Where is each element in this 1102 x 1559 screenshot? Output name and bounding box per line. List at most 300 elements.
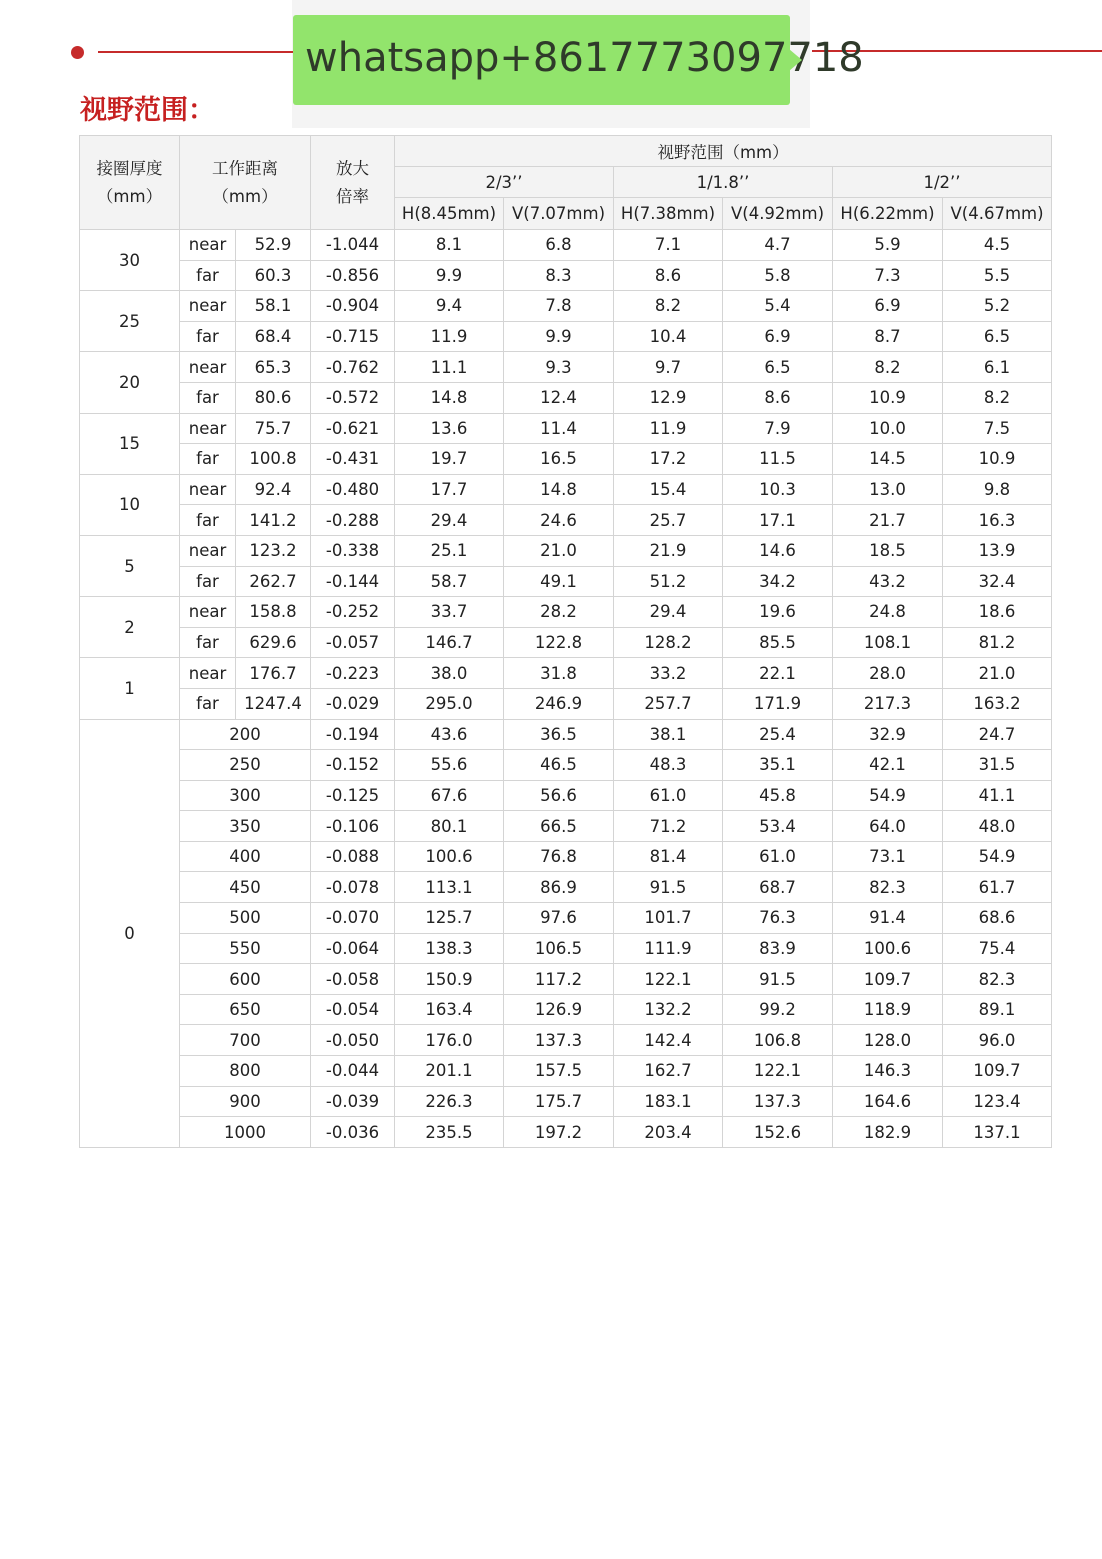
section-title: 视野范围： bbox=[80, 95, 215, 126]
fov-cell: 71.2 bbox=[614, 811, 723, 842]
magnification-cell: -0.058 bbox=[311, 964, 395, 995]
fov-cell: 66.5 bbox=[504, 811, 614, 842]
header-magnification-label: 放大 倍率 bbox=[336, 158, 369, 206]
fov-cell: 32.4 bbox=[943, 566, 1052, 597]
fov-cell: 176.0 bbox=[395, 1025, 504, 1056]
header-fov: 视野范围（mm） bbox=[395, 136, 1052, 167]
table-row bbox=[80, 750, 1052, 781]
ring-thickness-cell: 0 bbox=[80, 719, 180, 1147]
fov-cell: 19.6 bbox=[723, 597, 833, 628]
fov-cell: 24.6 bbox=[504, 505, 614, 536]
table-row bbox=[80, 841, 1052, 872]
header-working-distance-label: 工作距离 （mm） bbox=[212, 158, 278, 206]
fov-cell: 8.7 bbox=[833, 321, 943, 352]
header-sensor-2-3: 2/3’’ bbox=[395, 167, 614, 198]
fov-cell: 13.0 bbox=[833, 474, 943, 505]
fov-cell: 10.9 bbox=[943, 444, 1052, 475]
fov-cell: 67.6 bbox=[395, 780, 504, 811]
magnification-cell: -0.621 bbox=[311, 413, 395, 444]
ring-thickness-cell: 25 bbox=[80, 291, 180, 352]
fov-cell: 128.0 bbox=[833, 1025, 943, 1056]
header-dim: H(6.22mm) bbox=[833, 198, 943, 230]
table-row bbox=[80, 780, 1052, 811]
table-row bbox=[80, 933, 1052, 964]
fov-cell: 31.8 bbox=[504, 658, 614, 689]
fov-cell: 14.5 bbox=[833, 444, 943, 475]
working-distance-cell: 52.9 bbox=[236, 230, 311, 261]
position-cell: near bbox=[180, 230, 236, 261]
working-distance-cell: 75.7 bbox=[236, 413, 311, 444]
table-row bbox=[80, 291, 1052, 322]
working-distance-cell: 900 bbox=[180, 1086, 311, 1117]
fov-cell: 25.7 bbox=[614, 505, 723, 536]
fov-cell: 54.9 bbox=[833, 780, 943, 811]
fov-cell: 126.9 bbox=[504, 994, 614, 1025]
fov-cell: 99.2 bbox=[723, 994, 833, 1025]
fov-cell: 13.9 bbox=[943, 535, 1052, 566]
fov-cell: 14.6 bbox=[723, 535, 833, 566]
fov-cell: 226.3 bbox=[395, 1086, 504, 1117]
fov-cell: 163.4 bbox=[395, 994, 504, 1025]
fov-cell: 5.2 bbox=[943, 291, 1052, 322]
fov-cell: 164.6 bbox=[833, 1086, 943, 1117]
working-distance-cell: 600 bbox=[180, 964, 311, 995]
fov-cell: 6.9 bbox=[833, 291, 943, 322]
magnification-cell: -0.762 bbox=[311, 352, 395, 383]
fov-cell: 142.4 bbox=[614, 1025, 723, 1056]
header-rule-left bbox=[98, 51, 294, 53]
fov-cell: 46.5 bbox=[504, 750, 614, 781]
fov-cell: 61.7 bbox=[943, 872, 1052, 903]
fov-cell: 137.1 bbox=[943, 1117, 1052, 1148]
fov-cell: 132.2 bbox=[614, 994, 723, 1025]
fov-cell: 137.3 bbox=[504, 1025, 614, 1056]
fov-cell: 7.1 bbox=[614, 230, 723, 261]
position-cell: near bbox=[180, 535, 236, 566]
fov-table-header bbox=[80, 136, 1052, 230]
fov-cell: 138.3 bbox=[395, 933, 504, 964]
fov-cell: 106.5 bbox=[504, 933, 614, 964]
fov-cell: 122.1 bbox=[723, 1056, 833, 1087]
magnification-cell: -0.904 bbox=[311, 291, 395, 322]
fov-cell: 9.9 bbox=[395, 260, 504, 291]
magnification-cell: -0.050 bbox=[311, 1025, 395, 1056]
header-dim: H(8.45mm) bbox=[395, 198, 504, 230]
ring-thickness-cell: 30 bbox=[80, 230, 180, 291]
fov-cell: 61.0 bbox=[614, 780, 723, 811]
fov-cell: 45.8 bbox=[723, 780, 833, 811]
magnification-cell: -0.054 bbox=[311, 994, 395, 1025]
position-cell: near bbox=[180, 658, 236, 689]
table-row bbox=[80, 505, 1052, 536]
fov-cell: 162.7 bbox=[614, 1056, 723, 1087]
fov-cell: 10.3 bbox=[723, 474, 833, 505]
fov-cell: 9.7 bbox=[614, 352, 723, 383]
fov-cell: 68.7 bbox=[723, 872, 833, 903]
table-row bbox=[80, 382, 1052, 413]
magnification-cell: -0.152 bbox=[311, 750, 395, 781]
fov-cell: 217.3 bbox=[833, 688, 943, 719]
header-magnification bbox=[311, 136, 395, 230]
table-row bbox=[80, 1086, 1052, 1117]
fov-table bbox=[79, 135, 1052, 1148]
magnification-cell: -0.070 bbox=[311, 903, 395, 934]
fov-cell: 33.7 bbox=[395, 597, 504, 628]
fov-cell: 12.4 bbox=[504, 382, 614, 413]
fov-cell: 8.1 bbox=[395, 230, 504, 261]
fov-cell: 128.2 bbox=[614, 627, 723, 658]
fov-cell: 51.2 bbox=[614, 566, 723, 597]
working-distance-cell: 500 bbox=[180, 903, 311, 934]
fov-cell: 14.8 bbox=[504, 474, 614, 505]
table-row bbox=[80, 994, 1052, 1025]
fov-cell: 82.3 bbox=[833, 872, 943, 903]
fov-cell: 6.9 bbox=[723, 321, 833, 352]
table-row bbox=[80, 474, 1052, 505]
fov-cell: 197.2 bbox=[504, 1117, 614, 1148]
table-row bbox=[80, 597, 1052, 628]
fov-cell: 108.1 bbox=[833, 627, 943, 658]
fov-cell: 36.5 bbox=[504, 719, 614, 750]
fov-cell: 91.5 bbox=[614, 872, 723, 903]
working-distance-cell: 400 bbox=[180, 841, 311, 872]
working-distance-cell: 65.3 bbox=[236, 352, 311, 383]
position-cell: far bbox=[180, 688, 236, 719]
magnification-cell: -0.288 bbox=[311, 505, 395, 536]
table-row bbox=[80, 1025, 1052, 1056]
fov-cell: 9.9 bbox=[504, 321, 614, 352]
fov-cell: 18.6 bbox=[943, 597, 1052, 628]
fov-cell: 5.9 bbox=[833, 230, 943, 261]
header-ring-thickness bbox=[80, 136, 180, 230]
fov-cell: 15.4 bbox=[614, 474, 723, 505]
fov-cell: 17.7 bbox=[395, 474, 504, 505]
fov-cell: 8.2 bbox=[833, 352, 943, 383]
fov-cell: 56.6 bbox=[504, 780, 614, 811]
working-distance-cell: 550 bbox=[180, 933, 311, 964]
fov-cell: 42.1 bbox=[833, 750, 943, 781]
magnification-cell: -0.338 bbox=[311, 535, 395, 566]
fov-cell: 81.2 bbox=[943, 627, 1052, 658]
working-distance-cell: 350 bbox=[180, 811, 311, 842]
fov-cell: 6.5 bbox=[723, 352, 833, 383]
fov-cell: 38.1 bbox=[614, 719, 723, 750]
fov-cell: 11.9 bbox=[614, 413, 723, 444]
fov-cell: 85.5 bbox=[723, 627, 833, 658]
fov-cell: 29.4 bbox=[614, 597, 723, 628]
table-row bbox=[80, 260, 1052, 291]
table-row bbox=[80, 627, 1052, 658]
position-cell: far bbox=[180, 321, 236, 352]
fov-cell: 123.4 bbox=[943, 1086, 1052, 1117]
table-row bbox=[80, 872, 1052, 903]
fov-cell: 9.4 bbox=[395, 291, 504, 322]
fov-cell: 9.3 bbox=[504, 352, 614, 383]
fov-cell: 55.6 bbox=[395, 750, 504, 781]
fov-cell: 33.2 bbox=[614, 658, 723, 689]
header-dim: V(7.07mm) bbox=[504, 198, 614, 230]
fov-cell: 175.7 bbox=[504, 1086, 614, 1117]
table-row bbox=[80, 719, 1052, 750]
working-distance-cell: 200 bbox=[180, 719, 311, 750]
fov-cell: 97.6 bbox=[504, 903, 614, 934]
fov-cell: 75.4 bbox=[943, 933, 1052, 964]
table-row bbox=[80, 903, 1052, 934]
working-distance-cell: 176.7 bbox=[236, 658, 311, 689]
header-ring-thickness-label: 接圈厚度 （mm） bbox=[96, 158, 163, 206]
fov-cell: 113.1 bbox=[395, 872, 504, 903]
fov-cell: 5.8 bbox=[723, 260, 833, 291]
fov-cell: 106.8 bbox=[723, 1025, 833, 1056]
working-distance-cell: 80.6 bbox=[236, 382, 311, 413]
fov-cell: 8.2 bbox=[614, 291, 723, 322]
fov-cell: 11.9 bbox=[395, 321, 504, 352]
fov-cell: 111.9 bbox=[614, 933, 723, 964]
fov-cell: 8.3 bbox=[504, 260, 614, 291]
fov-cell: 4.7 bbox=[723, 230, 833, 261]
fov-cell: 21.7 bbox=[833, 505, 943, 536]
fov-cell: 6.1 bbox=[943, 352, 1052, 383]
fov-cell: 10.0 bbox=[833, 413, 943, 444]
working-distance-cell: 123.2 bbox=[236, 535, 311, 566]
fov-cell: 6.5 bbox=[943, 321, 1052, 352]
fov-cell: 86.9 bbox=[504, 872, 614, 903]
fov-cell: 49.1 bbox=[504, 566, 614, 597]
fov-cell: 101.7 bbox=[614, 903, 723, 934]
fov-cell: 28.2 bbox=[504, 597, 614, 628]
position-cell: far bbox=[180, 444, 236, 475]
fov-cell: 31.5 bbox=[943, 750, 1052, 781]
fov-cell: 68.6 bbox=[943, 903, 1052, 934]
position-cell: near bbox=[180, 291, 236, 322]
fov-cell: 10.9 bbox=[833, 382, 943, 413]
fov-cell: 19.7 bbox=[395, 444, 504, 475]
fov-cell: 100.6 bbox=[833, 933, 943, 964]
magnification-cell: -0.856 bbox=[311, 260, 395, 291]
fov-cell: 109.7 bbox=[943, 1056, 1052, 1087]
working-distance-cell: 1247.4 bbox=[236, 688, 311, 719]
fov-cell: 43.2 bbox=[833, 566, 943, 597]
ring-thickness-cell: 20 bbox=[80, 352, 180, 413]
fov-cell: 125.7 bbox=[395, 903, 504, 934]
whatsapp-promo-text: whatsapp+8617773097718 bbox=[305, 35, 864, 81]
working-distance-cell: 262.7 bbox=[236, 566, 311, 597]
working-distance-cell: 158.8 bbox=[236, 597, 311, 628]
fov-cell: 17.1 bbox=[723, 505, 833, 536]
magnification-cell: -0.252 bbox=[311, 597, 395, 628]
magnification-cell: -0.039 bbox=[311, 1086, 395, 1117]
fov-cell: 28.0 bbox=[833, 658, 943, 689]
fov-cell: 10.4 bbox=[614, 321, 723, 352]
magnification-cell: -0.057 bbox=[311, 627, 395, 658]
fov-cell: 48.3 bbox=[614, 750, 723, 781]
ring-thickness-cell: 2 bbox=[80, 597, 180, 658]
working-distance-cell: 629.6 bbox=[236, 627, 311, 658]
magnification-cell: -0.106 bbox=[311, 811, 395, 842]
magnification-cell: -0.223 bbox=[311, 658, 395, 689]
working-distance-cell: 68.4 bbox=[236, 321, 311, 352]
position-cell: near bbox=[180, 352, 236, 383]
fov-cell: 122.8 bbox=[504, 627, 614, 658]
fov-cell: 182.9 bbox=[833, 1117, 943, 1148]
fov-cell: 157.5 bbox=[504, 1056, 614, 1087]
header-dim: H(7.38mm) bbox=[614, 198, 723, 230]
table-row bbox=[80, 964, 1052, 995]
fov-cell: 295.0 bbox=[395, 688, 504, 719]
magnification-cell: -0.125 bbox=[311, 780, 395, 811]
fov-cell: 117.2 bbox=[504, 964, 614, 995]
fov-cell: 5.5 bbox=[943, 260, 1052, 291]
magnification-cell: -1.044 bbox=[311, 230, 395, 261]
working-distance-cell: 60.3 bbox=[236, 260, 311, 291]
fov-table-body bbox=[80, 230, 1052, 1148]
fov-cell: 163.2 bbox=[943, 688, 1052, 719]
table-row bbox=[80, 444, 1052, 475]
fov-cell: 91.5 bbox=[723, 964, 833, 995]
fov-cell: 5.4 bbox=[723, 291, 833, 322]
magnification-cell: -0.078 bbox=[311, 872, 395, 903]
fov-cell: 41.1 bbox=[943, 780, 1052, 811]
table-row bbox=[80, 566, 1052, 597]
ring-thickness-cell: 10 bbox=[80, 474, 180, 535]
position-cell: far bbox=[180, 627, 236, 658]
fov-cell: 146.3 bbox=[833, 1056, 943, 1087]
fov-cell: 21.9 bbox=[614, 535, 723, 566]
fov-cell: 183.1 bbox=[614, 1086, 723, 1117]
fov-cell: 34.2 bbox=[723, 566, 833, 597]
working-distance-cell: 141.2 bbox=[236, 505, 311, 536]
table-row bbox=[80, 658, 1052, 689]
fov-cell: 7.5 bbox=[943, 413, 1052, 444]
magnification-cell: -0.044 bbox=[311, 1056, 395, 1087]
working-distance-cell: 650 bbox=[180, 994, 311, 1025]
fov-cell: 18.5 bbox=[833, 535, 943, 566]
fov-cell: 61.0 bbox=[723, 841, 833, 872]
fov-cell: 43.6 bbox=[395, 719, 504, 750]
fov-cell: 96.0 bbox=[943, 1025, 1052, 1056]
fov-cell: 21.0 bbox=[943, 658, 1052, 689]
fov-cell: 25.4 bbox=[723, 719, 833, 750]
table-row bbox=[80, 352, 1052, 383]
fov-cell: 257.7 bbox=[614, 688, 723, 719]
fov-cell: 64.0 bbox=[833, 811, 943, 842]
fov-cell: 35.1 bbox=[723, 750, 833, 781]
magnification-cell: -0.144 bbox=[311, 566, 395, 597]
working-distance-cell: 250 bbox=[180, 750, 311, 781]
magnification-cell: -0.431 bbox=[311, 444, 395, 475]
fov-cell: 22.1 bbox=[723, 658, 833, 689]
fov-cell: 9.8 bbox=[943, 474, 1052, 505]
magnification-cell: -0.572 bbox=[311, 382, 395, 413]
position-cell: far bbox=[180, 382, 236, 413]
position-cell: near bbox=[180, 474, 236, 505]
table-row bbox=[80, 230, 1052, 261]
header-sensor-1-1.8: 1/1.8’’ bbox=[614, 167, 833, 198]
fov-cell: 32.9 bbox=[833, 719, 943, 750]
fov-cell: 118.9 bbox=[833, 994, 943, 1025]
whatsapp-promo-bubble bbox=[293, 15, 864, 105]
position-cell: far bbox=[180, 260, 236, 291]
fov-cell: 8.2 bbox=[943, 382, 1052, 413]
fov-cell: 11.4 bbox=[504, 413, 614, 444]
position-cell: far bbox=[180, 505, 236, 536]
fov-cell: 76.8 bbox=[504, 841, 614, 872]
working-distance-cell: 800 bbox=[180, 1056, 311, 1087]
ring-thickness-cell: 1 bbox=[80, 658, 180, 719]
position-cell: near bbox=[180, 413, 236, 444]
table-row bbox=[80, 811, 1052, 842]
fov-cell: 7.9 bbox=[723, 413, 833, 444]
fov-cell: 152.6 bbox=[723, 1117, 833, 1148]
position-cell: far bbox=[180, 566, 236, 597]
fov-cell: 7.8 bbox=[504, 291, 614, 322]
magnification-cell: -0.088 bbox=[311, 841, 395, 872]
fov-cell: 58.7 bbox=[395, 566, 504, 597]
header-dim: V(4.67mm) bbox=[943, 198, 1052, 230]
working-distance-cell: 58.1 bbox=[236, 291, 311, 322]
fov-cell: 150.9 bbox=[395, 964, 504, 995]
fov-cell: 16.5 bbox=[504, 444, 614, 475]
fov-cell: 109.7 bbox=[833, 964, 943, 995]
fov-cell: 24.8 bbox=[833, 597, 943, 628]
fov-cell: 137.3 bbox=[723, 1086, 833, 1117]
magnification-cell: -0.715 bbox=[311, 321, 395, 352]
fov-cell: 171.9 bbox=[723, 688, 833, 719]
ring-thickness-cell: 5 bbox=[80, 535, 180, 596]
fov-cell: 14.8 bbox=[395, 382, 504, 413]
fov-cell: 201.1 bbox=[395, 1056, 504, 1087]
fov-cell: 246.9 bbox=[504, 688, 614, 719]
fov-cell: 53.4 bbox=[723, 811, 833, 842]
magnification-cell: -0.036 bbox=[311, 1117, 395, 1148]
fov-cell: 13.6 bbox=[395, 413, 504, 444]
fov-cell: 73.1 bbox=[833, 841, 943, 872]
table-row bbox=[80, 321, 1052, 352]
fov-cell: 25.1 bbox=[395, 535, 504, 566]
magnification-cell: -0.064 bbox=[311, 933, 395, 964]
position-cell: near bbox=[180, 597, 236, 628]
fov-cell: 48.0 bbox=[943, 811, 1052, 842]
fov-cell: 82.3 bbox=[943, 964, 1052, 995]
table-row bbox=[80, 413, 1052, 444]
working-distance-cell: 700 bbox=[180, 1025, 311, 1056]
ring-thickness-cell: 15 bbox=[80, 413, 180, 474]
fov-cell: 38.0 bbox=[395, 658, 504, 689]
fov-cell: 83.9 bbox=[723, 933, 833, 964]
table-row bbox=[80, 1117, 1052, 1148]
magnification-cell: -0.029 bbox=[311, 688, 395, 719]
fov-cell: 11.5 bbox=[723, 444, 833, 475]
working-distance-cell: 300 bbox=[180, 780, 311, 811]
fov-cell: 89.1 bbox=[943, 994, 1052, 1025]
working-distance-cell: 1000 bbox=[180, 1117, 311, 1148]
working-distance-cell: 450 bbox=[180, 872, 311, 903]
fov-cell: 16.3 bbox=[943, 505, 1052, 536]
fov-cell: 24.7 bbox=[943, 719, 1052, 750]
header-sensor-1-2: 1/2’’ bbox=[833, 167, 1052, 198]
magnification-cell: -0.480 bbox=[311, 474, 395, 505]
fov-cell: 11.1 bbox=[395, 352, 504, 383]
table-row bbox=[80, 535, 1052, 566]
table-row bbox=[80, 688, 1052, 719]
fov-cell: 203.4 bbox=[614, 1117, 723, 1148]
header-rule-dot bbox=[71, 46, 84, 59]
fov-cell: 4.5 bbox=[943, 230, 1052, 261]
fov-cell: 8.6 bbox=[614, 260, 723, 291]
fov-cell: 81.4 bbox=[614, 841, 723, 872]
fov-cell: 6.8 bbox=[504, 230, 614, 261]
fov-cell: 12.9 bbox=[614, 382, 723, 413]
